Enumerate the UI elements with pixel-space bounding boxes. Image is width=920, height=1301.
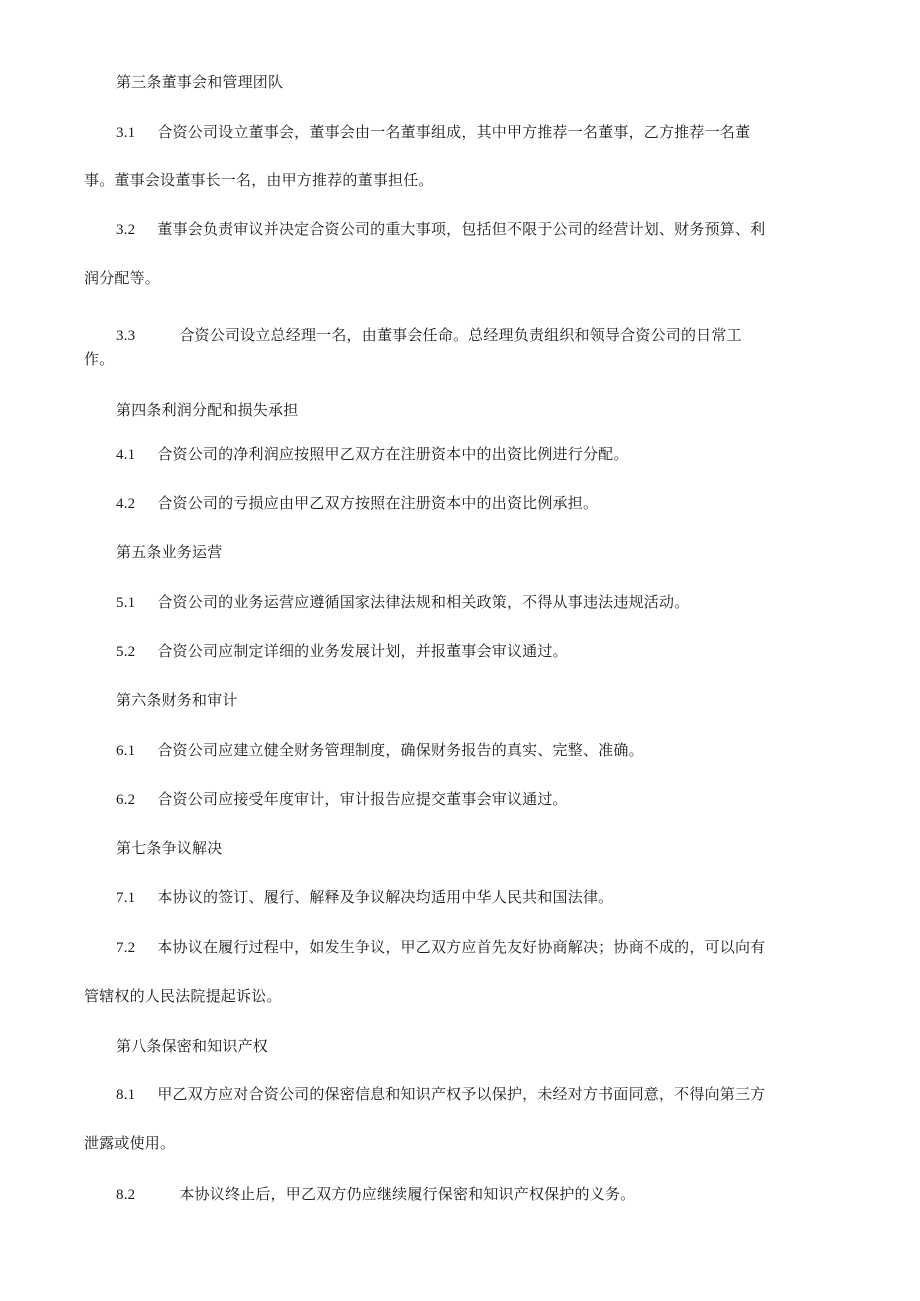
clause-text: 合资公司的业务运营应遵循国家法律法规和相关政策，不得从事违法违规活动。 — [157, 593, 690, 611]
article-6-heading: 第六条财务和审计 — [116, 691, 238, 709]
clause-8-1-line-2: 泄露或使用。 — [84, 1134, 176, 1152]
clause-3-1-line-1 — [116, 122, 750, 143]
article-4-heading: 第四条利润分配和损失承担 — [116, 401, 299, 419]
article-8-heading: 第八条保密和知识产权 — [116, 1037, 269, 1055]
article-3-heading: 第三条董事会和管理团队 — [116, 73, 284, 91]
clause-7-2-line-1 — [116, 937, 765, 958]
clause-3-2-line-2: 润分配等。 — [84, 269, 161, 287]
clause-text: 合资公司设立总经理一名，由董事会任命。总经理负责组织和领导合资公司的日常工 — [179, 326, 742, 344]
clause-number: 3.3 — [116, 328, 136, 344]
clause-number: 4.1 — [116, 447, 136, 463]
clause-text: 合资公司的净利润应按照甲乙双方在注册资本中的出资比例进行分配。 — [157, 445, 629, 463]
clause-3-2-line-1 — [116, 219, 765, 240]
clause-text: 合资公司应制定详细的业务发展计划，并报董事会审议通过。 — [157, 642, 568, 660]
clause-6-2 — [116, 789, 568, 810]
clause-number: 6.1 — [116, 743, 136, 759]
clause-text: 合资公司设立董事会，董事会由一名董事组成，其中甲方推荐一名董事，乙方推荐一名董 — [157, 123, 751, 141]
clause-7-1 — [116, 887, 613, 908]
clause-7-2-line-2: 管辖权的人民法院提起诉讼。 — [84, 987, 282, 1005]
clause-8-2 — [116, 1184, 635, 1205]
clause-number: 8.1 — [116, 1087, 136, 1103]
clause-4-1 — [116, 444, 629, 465]
clause-number: 5.2 — [116, 644, 136, 660]
clause-text: 甲乙双方应对合资公司的保密信息和知识产权予以保护，未经对方书面同意，不得向第三方 — [157, 1085, 766, 1103]
clause-text: 本协议的签订、履行、解释及争议解决均适用中华人民共和国法律。 — [157, 888, 614, 906]
clause-text: 合资公司的亏损应由甲乙双方按照在注册资本中的出资比例承担。 — [157, 494, 599, 512]
clause-text: 合资公司应建立健全财务管理制度，确保财务报告的真实、完整、准确。 — [157, 741, 644, 759]
clause-5-2 — [116, 641, 568, 662]
clause-4-2 — [116, 493, 598, 514]
clause-number: 7.2 — [116, 940, 136, 956]
clause-text: 本协议终止后，甲乙双方仍应继续履行保密和知识产权保护的义务。 — [179, 1185, 636, 1203]
article-5-heading: 第五条业务运营 — [116, 543, 223, 561]
clause-number: 8.2 — [116, 1187, 136, 1203]
clause-8-1-line-1 — [116, 1084, 765, 1105]
clause-3-3-line-2: 作。 — [84, 350, 115, 368]
clause-3-1-line-2: 事。董事会设董事长一名，由甲方推荐的董事担任。 — [84, 171, 434, 189]
clause-number: 3.1 — [116, 125, 136, 141]
clause-5-1 — [116, 592, 689, 613]
clause-number: 7.1 — [116, 890, 136, 906]
article-7-heading: 第七条争议解决 — [116, 839, 223, 857]
clause-text: 本协议在履行过程中，如发生争议，甲乙双方应首先友好协商解决；协商不成的，可以向有 — [157, 938, 766, 956]
clause-number: 5.1 — [116, 595, 136, 611]
clause-number: 4.2 — [116, 496, 136, 512]
clause-number: 3.2 — [116, 222, 136, 238]
clause-number: 6.2 — [116, 792, 136, 808]
clause-text: 合资公司应接受年度审计，审计报告应提交董事会审议通过。 — [157, 790, 568, 808]
clause-6-1 — [116, 740, 644, 761]
clause-text: 董事会负责审议并决定合资公司的重大事项，包括但不限于公司的经营计划、财务预算、利 — [157, 220, 766, 238]
clause-3-3-line-1 — [116, 325, 742, 346]
